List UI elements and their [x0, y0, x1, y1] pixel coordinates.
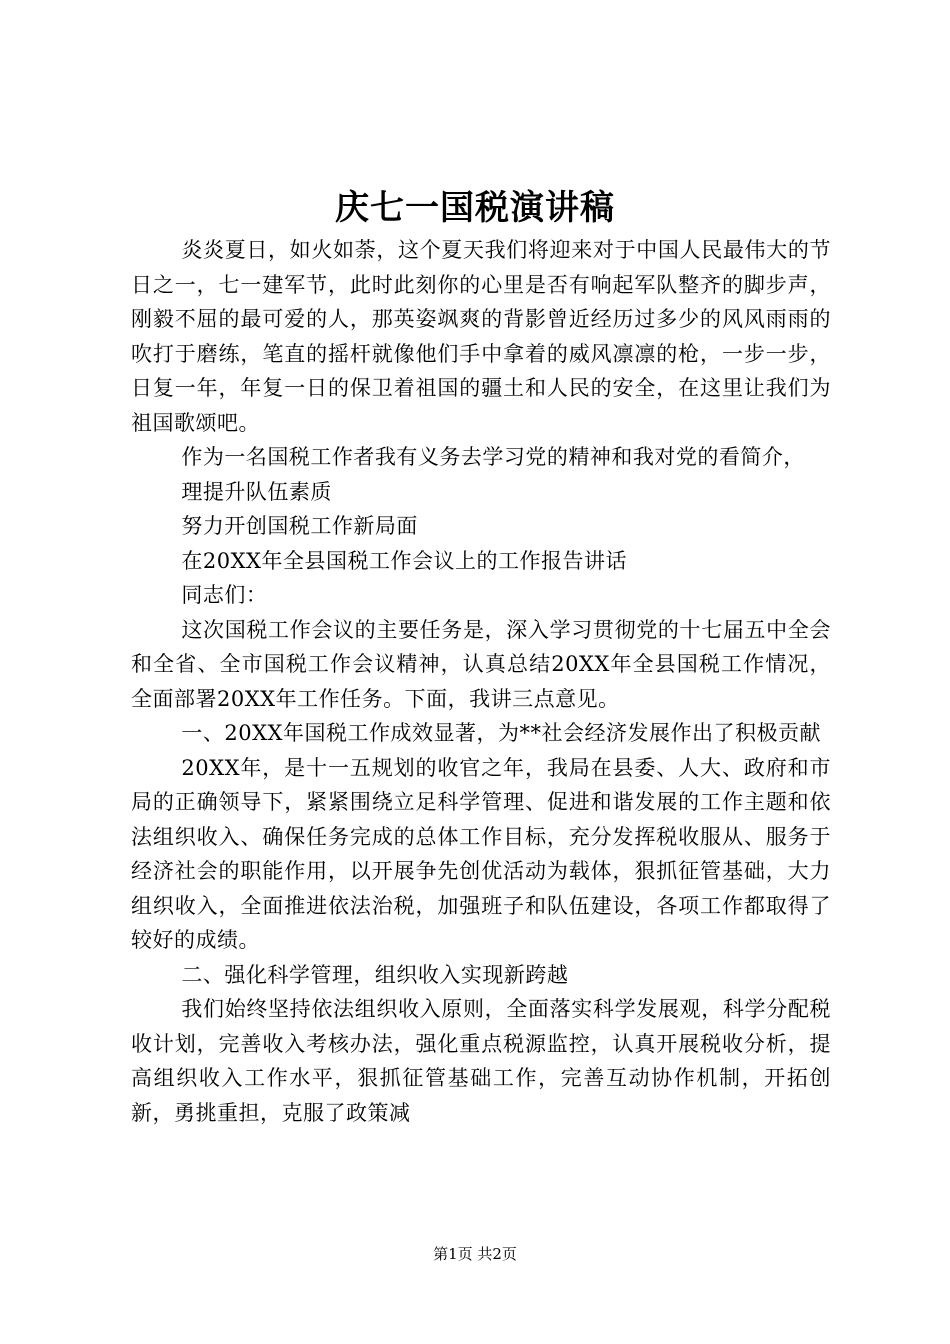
paragraph: 这次国税工作会议的主要任务是，深入学习贯彻党的十七届五中全会和全省、全市国税工作会议精神，认真总结20XX年全县国税工作情况，全面部署20XX年工作任务。下面，我讲三点意见。	[131, 617, 831, 711]
paragraph: 在20XX年全县国税工作会议上的工作报告讲话	[181, 548, 628, 573]
document-body	[131, 233, 831, 1130]
page-footer: 第1页 共2页	[433, 1245, 517, 1263]
section-heading: 一、20XX年国税工作成效显著，为**社会经济发展作出了积极贡献	[181, 721, 822, 745]
paragraph: 努力开创国税工作新局面	[181, 514, 418, 538]
paragraph: 理提升队伍素质	[181, 479, 332, 504]
paragraph: 20XX年，是十一五规划的收官之年，我局在县委、人大、政府和市局的正确领导下，紧紧围绕立足科学管理、促进和谐发展的工作主题和依法组织收入、确保任务完成的总体工作目标，充分发挥税收服从、服务于经济社会的职能作用，以开展争先创优活动为载体，狠抓征管基础，大力组织收入，全面推进依法治税，加强班子和队伍建设，各项工作都取得了较好的成绩。	[131, 755, 831, 952]
paragraph: 炎炎夏日，如火如荼，这个夏天我们将迎来对于中国人民最伟大的节日之一，七一建军节，此时此刻你的心里是否有响起军队整齐的脚步声，刚毅不屈的最可爱的人，那英姿飒爽的背影曾近经历过多少的风风雨雨的吹打于磨练，笔直的摇杆就像他们手中拿着的威风凛凛的枪，一步一步，日复一年，年复一日的保卫着祖国的疆土和人民的安全，在这里让我们为祖国歌颂吧。	[131, 238, 831, 435]
paragraph: 作为一名国税工作者我有义务去学习党的精神和我对党的看简介，	[181, 445, 805, 469]
paragraph: 我们始终坚持依法组织收入原则，全面落实科学发展观，科学分配税收计划，完善收入考核办法，强化重点税源监控，认真开展税收分析，提高组织收入工作水平，狠抓征管基础工作，完善互动协作机制，开拓创新，勇挑重担，克服了政策减	[131, 997, 831, 1125]
document-title: 庆七一国税演讲稿	[335, 188, 615, 228]
paragraph: 同志们：	[181, 583, 268, 607]
section-heading: 二、强化科学管理，组织收入实现新跨越	[181, 962, 569, 987]
